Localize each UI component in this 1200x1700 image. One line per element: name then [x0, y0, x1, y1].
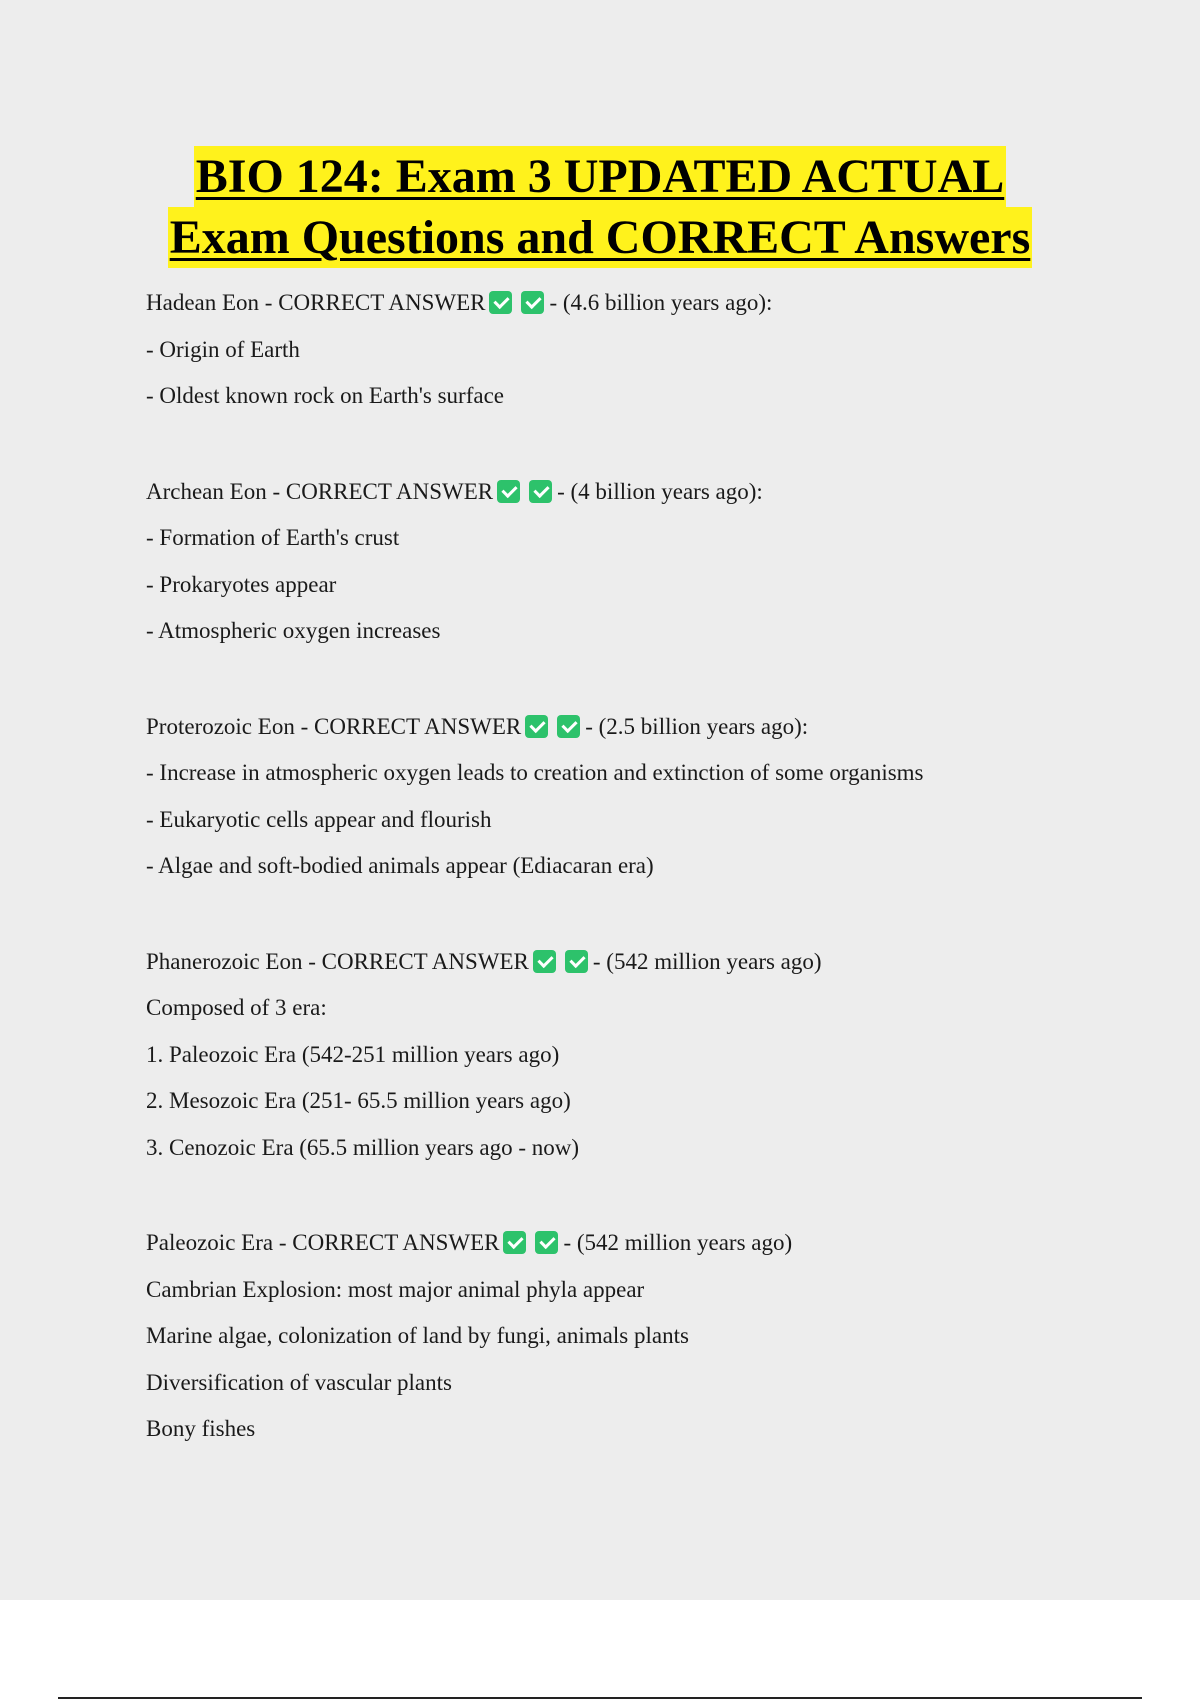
answer-suffix: - (2.5 billion years ago):	[585, 713, 809, 739]
title-line-1: BIO 124: Exam 3 UPDATED ACTUAL	[194, 146, 1007, 207]
answer-line: Bony fishes	[146, 1416, 256, 1441]
answer-line: - Prokaryotes appear	[146, 571, 337, 597]
footer-rule	[58, 1697, 1142, 1699]
term: Proterozoic Eon	[146, 713, 295, 739]
answer-label: - CORRECT ANSWER	[308, 948, 529, 974]
answer-line: 3. Cenozoic Era (65.5 million years ago - now)	[146, 1134, 580, 1160]
question-section	[146, 1220, 1106, 1453]
question-section	[146, 469, 1106, 655]
answer-line: Composed of 3 era:	[146, 995, 327, 1020]
answer-label: - CORRECT ANSWER	[272, 478, 494, 504]
check-icon	[525, 715, 548, 738]
question-heading	[146, 469, 1106, 516]
question-section	[146, 939, 1106, 1172]
answer-line: - Atmospheric oxygen increases	[146, 618, 441, 643]
check-icon	[565, 950, 588, 973]
answer-line: - Increase in atmospheric oxygen leads to creation and extinction of some organisms	[146, 760, 924, 785]
answer-line: - Formation of Earth's crust	[146, 525, 400, 550]
answer-suffix: - (4 billion years ago):	[557, 478, 763, 504]
check-icon	[535, 1231, 558, 1254]
answer-label: - CORRECT ANSWER	[278, 1230, 500, 1255]
check-icon	[529, 480, 552, 503]
page-title	[0, 146, 1200, 268]
check-icon	[503, 1231, 526, 1254]
title-line-2: Exam Questions and CORRECT Answers	[168, 207, 1033, 268]
question-heading	[146, 1220, 1106, 1267]
check-icon	[497, 480, 520, 503]
answer-line: - Oldest known rock on Earth's surface	[146, 383, 504, 408]
answer-line: Marine algae, colonization of land by fungi, animals plants	[146, 1323, 689, 1348]
term: Hadean Eon	[146, 290, 260, 315]
term: Phanerozoic Eon	[146, 948, 303, 974]
term: Archean Eon	[146, 478, 267, 504]
check-icon	[521, 291, 544, 314]
question-section	[146, 280, 1106, 420]
question-section	[146, 704, 1106, 890]
answer-suffix: - (4.6 billion years ago):	[549, 290, 773, 315]
check-icon	[533, 950, 556, 973]
answer-line: - Origin of Earth	[146, 336, 300, 362]
answer-line: - Algae and soft-bodied animals appear (Ediacaran era)	[146, 853, 654, 878]
answer-suffix: - (542 million years ago)	[563, 1230, 793, 1255]
question-heading	[146, 939, 1106, 986]
answer-line: Cambrian Explosion: most major animal phyla appear	[146, 1276, 645, 1302]
check-icon	[489, 291, 512, 314]
answer-line: 2. Mesozoic Era (251- 65.5 million years ago)	[146, 1088, 571, 1113]
answer-label: - CORRECT ANSWER	[300, 713, 522, 739]
answer-line: 1. Paleozoic Era (542-251 million years ago)	[146, 1041, 560, 1067]
answer-suffix: - (542 million years ago)	[592, 948, 822, 974]
question-list	[146, 280, 1106, 1502]
answer-line: - Eukaryotic cells appear and flourish	[146, 806, 492, 832]
question-heading	[146, 704, 1106, 751]
question-heading	[146, 280, 1106, 327]
check-icon	[557, 715, 580, 738]
term: Paleozoic Era	[146, 1230, 274, 1255]
answer-label: - CORRECT ANSWER	[264, 290, 486, 315]
answer-line: Diversification of vascular plants	[146, 1369, 452, 1395]
